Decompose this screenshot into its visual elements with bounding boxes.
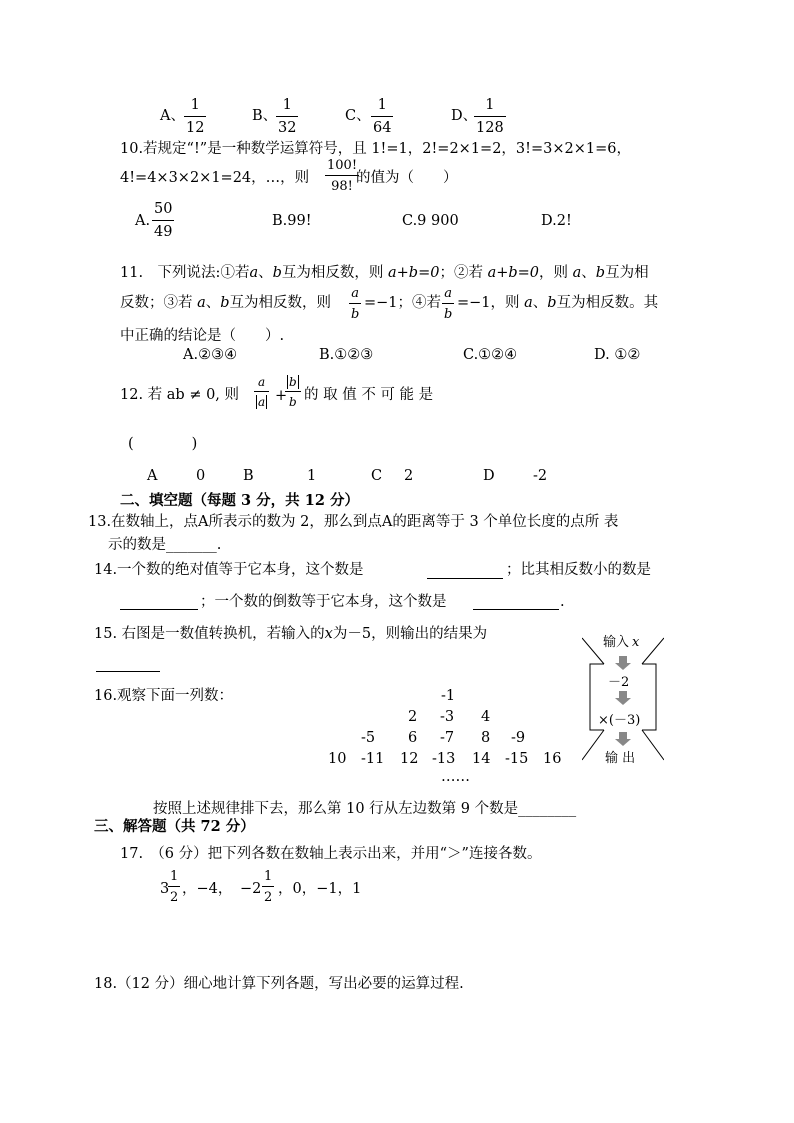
fraction-numerator: 50: [154, 201, 173, 217]
fraction-denominator: 32: [276, 116, 298, 136]
q15-text: [94, 627, 487, 642]
q16-row3-num: -5: [361, 730, 376, 746]
q9-option-b-fraction: [276, 98, 298, 135]
fraction-numerator: 1: [282, 97, 292, 113]
q16-ellipsis: ……: [441, 769, 470, 785]
fraction-denominator: 98!: [325, 175, 359, 193]
q11-var-b: b: [272, 265, 282, 281]
q10-option-d: D.2!: [541, 213, 572, 229]
q12-answer-paren: ( ): [128, 436, 198, 452]
fraction-denominator: b: [285, 391, 301, 408]
fraction-denominator: 2: [262, 886, 274, 904]
q11-line1-pre: 11. 下列说法:①若: [120, 265, 250, 281]
q9-option-a-fraction: [184, 98, 206, 135]
q9-option-b-label: B、: [252, 108, 278, 124]
fraction-denominator: 12: [184, 116, 206, 136]
abs-a: a: [258, 395, 266, 409]
fraction-denominator: 64: [371, 116, 393, 136]
q11-sep: 、: [205, 295, 221, 311]
machine-output-label: 输 出: [605, 751, 636, 766]
q11-line2-mid: 互为相反数，则: [229, 295, 332, 311]
fraction-numerator: 1: [170, 869, 179, 884]
q10-line2-post: 的值为（ ）: [356, 170, 458, 186]
q12-fraction-abs-b-over-b: [285, 376, 301, 408]
q11-var-b: b: [595, 265, 606, 281]
fraction-numerator: a: [351, 286, 360, 301]
q14-blank-3[interactable]: [473, 608, 559, 610]
q13-line2: 示的数是_______.: [108, 537, 222, 553]
q11-sep: 、: [581, 265, 596, 281]
q16-row3-num: 8: [481, 730, 491, 746]
q11-fraction-a-over-b-1: [349, 287, 361, 321]
q10-option-a-label: A.: [135, 213, 151, 229]
fraction-numerator: a: [444, 286, 453, 301]
q11-var-a: a: [524, 295, 533, 311]
q12-option-a-label: A: [147, 468, 158, 484]
q12-fraction-a-over-abs-a: [254, 376, 269, 408]
q11-var-a: a: [249, 265, 259, 281]
q11-line1-post: ，则: [539, 265, 569, 281]
q16-row4-num: 14: [472, 751, 491, 767]
q11-var-a: a: [572, 265, 582, 281]
q11-line2-tail: [457, 296, 658, 311]
q9-option-a-label: A、: [160, 108, 185, 124]
machine-input-text: 输入: [603, 635, 630, 650]
machine-input-var: x: [632, 635, 640, 650]
fraction-numerator: 1: [264, 869, 273, 884]
q18-text: 18.（12 分）细心地计算下列各题，写出必要的运算过程.: [94, 976, 464, 992]
abs-b: b: [289, 375, 297, 389]
q11-sep: 、: [532, 295, 548, 311]
q11-eq-neg1b: =−1，则: [457, 295, 520, 311]
q11-option-b: B.①②③: [319, 347, 374, 363]
q16-row2-num: 2: [408, 709, 418, 725]
fraction-numerator: 100!: [327, 158, 358, 173]
q16-row4-num: 10: [328, 751, 347, 767]
q14-line2-mid: ；一个数的倒数等于它本身，这个数是: [200, 594, 447, 610]
q16-row3-num: 6: [408, 730, 418, 746]
q16-row4-num: 16: [543, 751, 562, 767]
q12-option-d-value: -2: [533, 468, 548, 484]
q17-mixed-1-whole: 3: [160, 881, 170, 897]
q10-factorial-fraction: [325, 159, 359, 193]
q11-sep: 、: [258, 265, 273, 281]
q16-row2-num: -3: [440, 709, 455, 725]
arrow-down-icon: [615, 732, 631, 746]
section-3-title: 三、解答题（共 72 分）: [94, 818, 255, 835]
q12-option-b-label: B: [243, 468, 254, 484]
fraction-denominator: 49: [152, 220, 174, 240]
q16-row4-num: 12: [400, 751, 419, 767]
q11-line3: 中正确的结论是（ ）.: [120, 328, 285, 344]
q11-line1-mid: 互为相反数，则: [281, 265, 384, 281]
q11-sum: a+b=0: [388, 265, 440, 281]
q12-option-c-label: C: [371, 468, 383, 484]
q10-option-a-fraction: [152, 202, 174, 239]
q11-option-a: A.②③④: [183, 347, 238, 363]
q17-mixed-1-fraction: [168, 870, 180, 904]
fraction-numerator: 1: [377, 97, 387, 113]
machine-input-label: [603, 636, 639, 649]
q17-mixed-2-fraction: [262, 870, 274, 904]
q11-var-a: a: [197, 295, 206, 311]
fraction-numerator: 1: [190, 97, 200, 113]
fraction-denominator: b: [442, 303, 454, 321]
q16-row4-num: -15: [505, 751, 529, 767]
q12-pre: 12. 若 ab ≠ 0, 则: [120, 387, 240, 403]
q11-fraction-a-over-b-2: [442, 287, 454, 321]
q11-var-b: b: [220, 295, 230, 311]
fraction-denominator: 2: [168, 886, 180, 904]
q12-option-c-value: 2: [404, 468, 414, 484]
q11-line2-pre: [120, 296, 331, 311]
q16-row2-num: 4: [481, 709, 491, 725]
q12-option-d-label: D: [483, 468, 495, 484]
q14-line1-post: ；比其相反数小的数是: [506, 562, 651, 578]
q9-option-c-label: C、: [345, 108, 371, 124]
q14-blank-2[interactable]: [120, 608, 198, 610]
fraction-denominator: [254, 391, 269, 408]
q12-plus: +: [275, 388, 288, 404]
q11-sum2: a+b=0: [487, 265, 540, 281]
fraction-numerator: [285, 376, 301, 391]
q9-option-d-fraction: [474, 98, 506, 135]
q11-option-d: D. ①②: [594, 347, 641, 363]
q14-line1-pre: 14.一个数的绝对值等于它本身，这个数是: [94, 562, 364, 578]
conversion-machine-diagram: [582, 630, 664, 776]
q17-mixed-2-whole: −2: [240, 881, 262, 897]
q11-option-c: C.①②④: [463, 347, 518, 363]
q16-row4-num: -11: [361, 751, 385, 767]
q11-var-b: b: [547, 295, 557, 311]
q17-text: 17. （6 分）把下列各数在数轴上表示出来，并用“＞”连接各数。: [120, 846, 542, 862]
q15-text-pre: 15. 右图是一数值转换机，若输入的: [94, 626, 325, 642]
q11-line1-mid2: ；②若: [439, 265, 483, 281]
q17-sep-1: ，−4，: [182, 881, 233, 897]
q15-var-x: x: [324, 626, 333, 642]
q11-line2-end: 互为相反数。其: [556, 295, 659, 311]
q17-rest: ，0，−1，1: [278, 881, 362, 897]
q12-option-b-value: 1: [307, 468, 317, 484]
q16-row1-num: -1: [441, 688, 456, 704]
q16-question: 按照上述规律排下去，那么第 10 行从左边数第 9 个数是________: [153, 801, 577, 817]
q9-option-d-label: D、: [451, 108, 478, 124]
q11-eq-neg1: =−1；④若: [364, 295, 442, 311]
q15-text-post: 为－5，则输出的结果为: [332, 626, 488, 642]
q9-option-c-fraction: [371, 98, 393, 135]
arrow-down-icon: [615, 656, 631, 670]
fraction-denominator: 128: [474, 116, 506, 136]
q10-line1: 10.若规定“!”是一种数学运算符号，且 1!=1，2!=2×1=2，3!=3×2×1=6，: [120, 141, 631, 157]
machine-step-minus-2: －2: [608, 675, 630, 690]
q11-line1-end: 互为相: [605, 265, 649, 281]
q11-line2-pre-text: 反数；③若: [120, 295, 193, 311]
q14-line2-end: .: [560, 594, 565, 610]
q12-post: 的 取 值 不 可 能 是: [304, 387, 434, 403]
q10-option-c: C.9 900: [402, 213, 459, 229]
q16-row3-num: -7: [440, 730, 455, 746]
fraction-numerator: a: [258, 375, 266, 389]
q10-line2-pre: 4!=4×3×2×1=24，…，则: [120, 170, 310, 186]
arrow-down-icon: [615, 691, 631, 705]
section-2-title: 二、填空题（每题 3 分，共 12 分）: [120, 492, 359, 509]
q16-label: 16.观察下面一列数：: [94, 688, 234, 704]
q16-row4-num: -13: [432, 751, 456, 767]
fraction-numerator: 1: [485, 97, 495, 113]
q10-option-b: B.99!: [272, 213, 312, 229]
q15-answer-blank[interactable]: [96, 670, 160, 672]
q14-blank-1[interactable]: [427, 577, 503, 579]
q16-row3-num: -9: [511, 730, 526, 746]
q12-option-a-value: 0: [196, 468, 206, 484]
fraction-denominator: b: [349, 303, 361, 321]
machine-step-times-neg3: ×(－3): [598, 713, 641, 728]
q13-line1: 13.在数轴上，点A所表示的数为 2，那么到点A的距离等于 3 个单位长度的点所 表: [88, 514, 619, 530]
q11-line1: [120, 266, 649, 281]
